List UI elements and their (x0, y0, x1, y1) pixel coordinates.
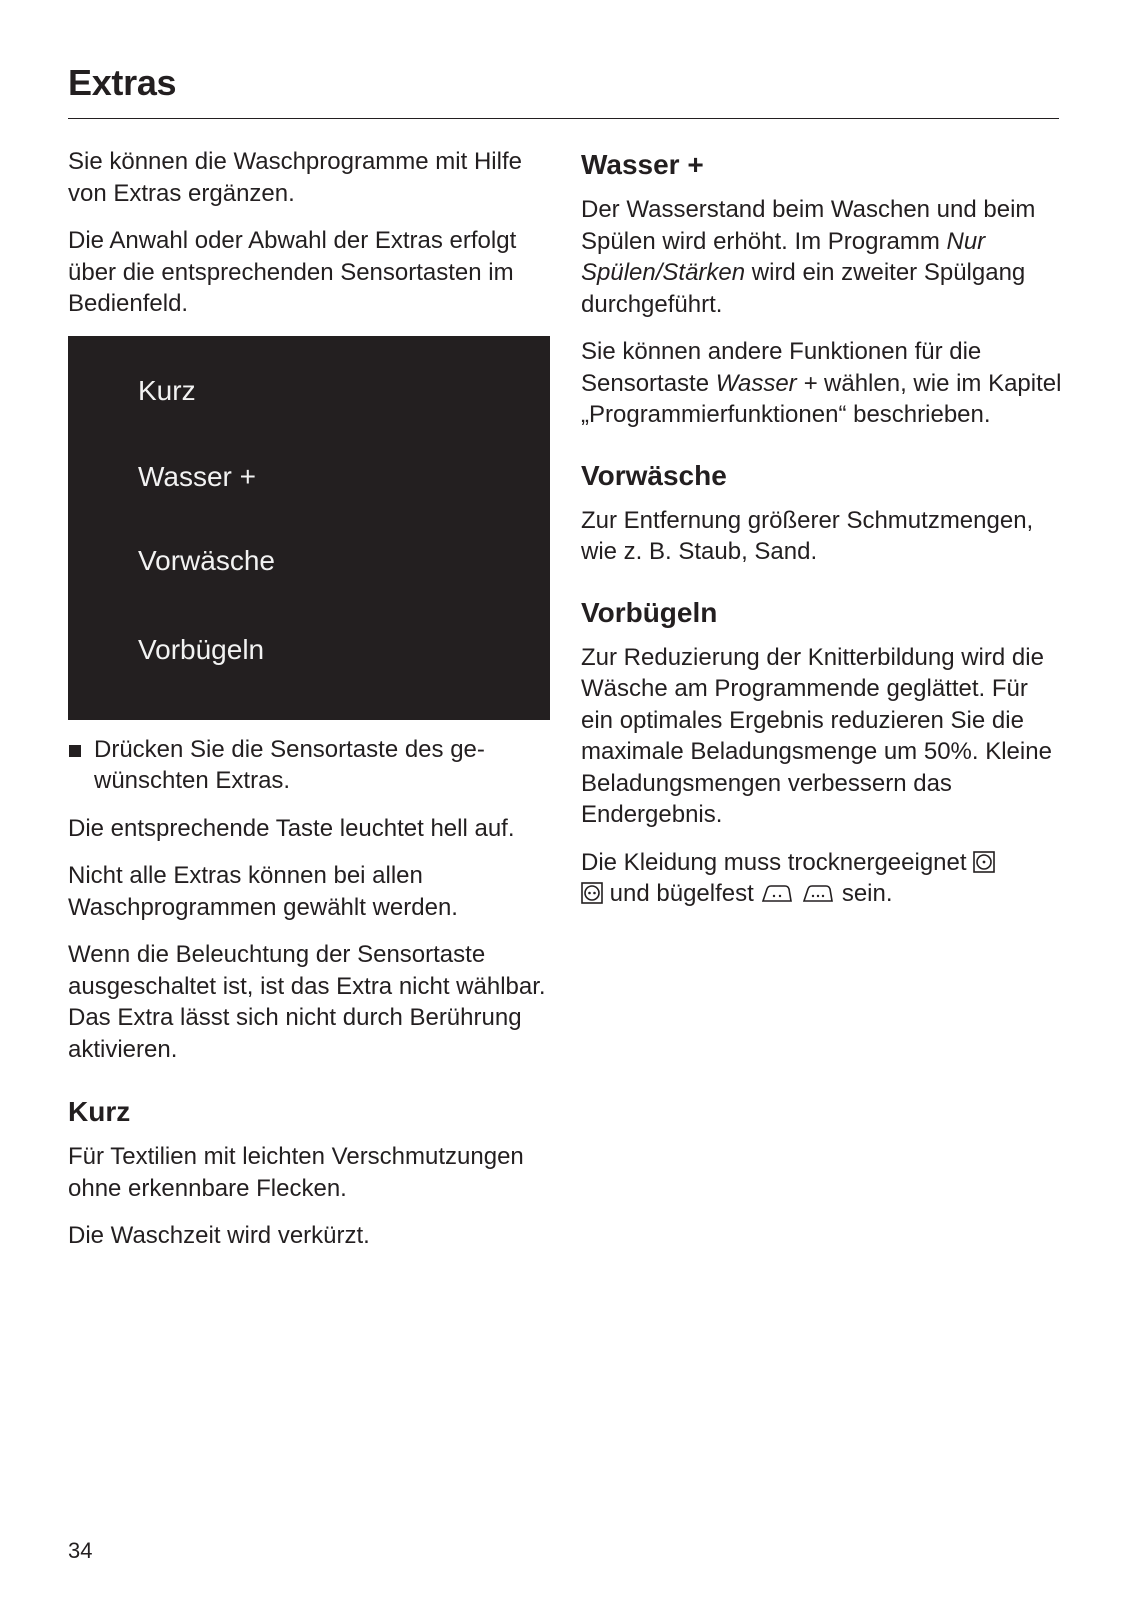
program-name-italic: Nur Spülen/Stärken (581, 227, 986, 286)
paragraph-vorwaesche: Zur Entfernung größerer Schmutzmengen, wie z. B. Staub, Sand. (581, 506, 1034, 565)
text-run: Der Wasserstand beim Waschen und beim Spülen wird erhöht. Im Programm (581, 196, 1036, 255)
left-column (68, 146, 553, 1268)
text-run: wählen, wie im Kapitel „Programmierfunktionen“ beschrieben. (581, 369, 1062, 428)
iron-three-dots-icon (801, 882, 835, 904)
control-panel-illustration (68, 336, 550, 720)
page-number: 34 (68, 1538, 93, 1563)
paragraph-kurz-1: Für Textilien mit leichten Verschmutzungen ohne erkennbare Flecken. (68, 1143, 524, 1202)
paragraph-taste-leuchtet: Die entsprechende Taste leuchtet hell auf. (68, 814, 515, 842)
instruction-bullet (68, 734, 553, 797)
panel-label-vorwaesche: Vorwäsche (138, 544, 275, 576)
panel-label-vorbuegeln: Vorbügeln (138, 633, 265, 665)
tumble-dry-two-dots-icon (581, 882, 603, 904)
heading-vorwaesche: Vorwäsche (581, 459, 727, 491)
text-run: sein. (841, 880, 893, 907)
text-run: wird ein zweiter Spülgang durchgeführt. (581, 259, 1026, 318)
page-title: Extras (68, 62, 177, 103)
sensor-name-italic: Wasser + (715, 369, 818, 397)
intro-paragraph-1: Sie können die Waschprogramme mit Hilfe von Extras ergänzen. (68, 148, 522, 207)
panel-label-wasser: Wasser + (138, 460, 256, 492)
paragraph-wasser-1 (581, 194, 1066, 320)
title-divider (68, 118, 1059, 119)
paragraph-wasser-2 (581, 336, 1066, 431)
text-run: Sie können andere Funktionen für die Sensortaste (581, 338, 982, 397)
iron-two-dots-icon (760, 882, 794, 904)
panel-label-kurz: Kurz (138, 374, 196, 406)
paragraph-beleuchtung: Wenn die Beleuchtung der Sensortaste ausgeschaltet ist, ist das Extra nicht wählbar. Das Extra lässt sich nicht durch Berührung aktivieren. (68, 941, 546, 1063)
heading-wasser: Wasser + (581, 149, 704, 180)
intro-paragraph-2: Die Anwahl oder Abwahl der Extras erfolgt über die entsprechenden Sensortasten im Bedienfeld. (68, 227, 517, 317)
tumble-dry-one-dot-icon (973, 851, 995, 873)
paragraph-vorbuegeln-2 (581, 847, 1066, 910)
paragraph-nicht-alle: Nicht alle Extras können bei allen Waschprogrammen gewählt werden. (68, 862, 458, 921)
bullet-square-icon (69, 745, 81, 757)
heading-kurz: Kurz (68, 1096, 131, 1127)
right-column (581, 148, 1066, 926)
paragraph-vorbuegeln-1: Zur Reduzierung der Knitterbildung wird die Wäsche am Programmende geglättet. Für ein optimales Ergebnis reduzieren Sie die maximale Beladungsmenge um 50%. Kleine Beladungsmengen verbessern das Endergebnis. (581, 643, 1052, 828)
paragraph-kurz-2: Die Waschzeit wird verkürzt. (68, 1222, 370, 1249)
text-run: Die Kleidung muss trocknergeeignet (581, 848, 967, 876)
text-run: und bügelfest (609, 880, 754, 907)
instruction-text: Drücken Sie die Sensortaste des gewünschten Extras. (94, 735, 485, 794)
heading-vorbuegeln: Vorbügeln (581, 596, 718, 628)
